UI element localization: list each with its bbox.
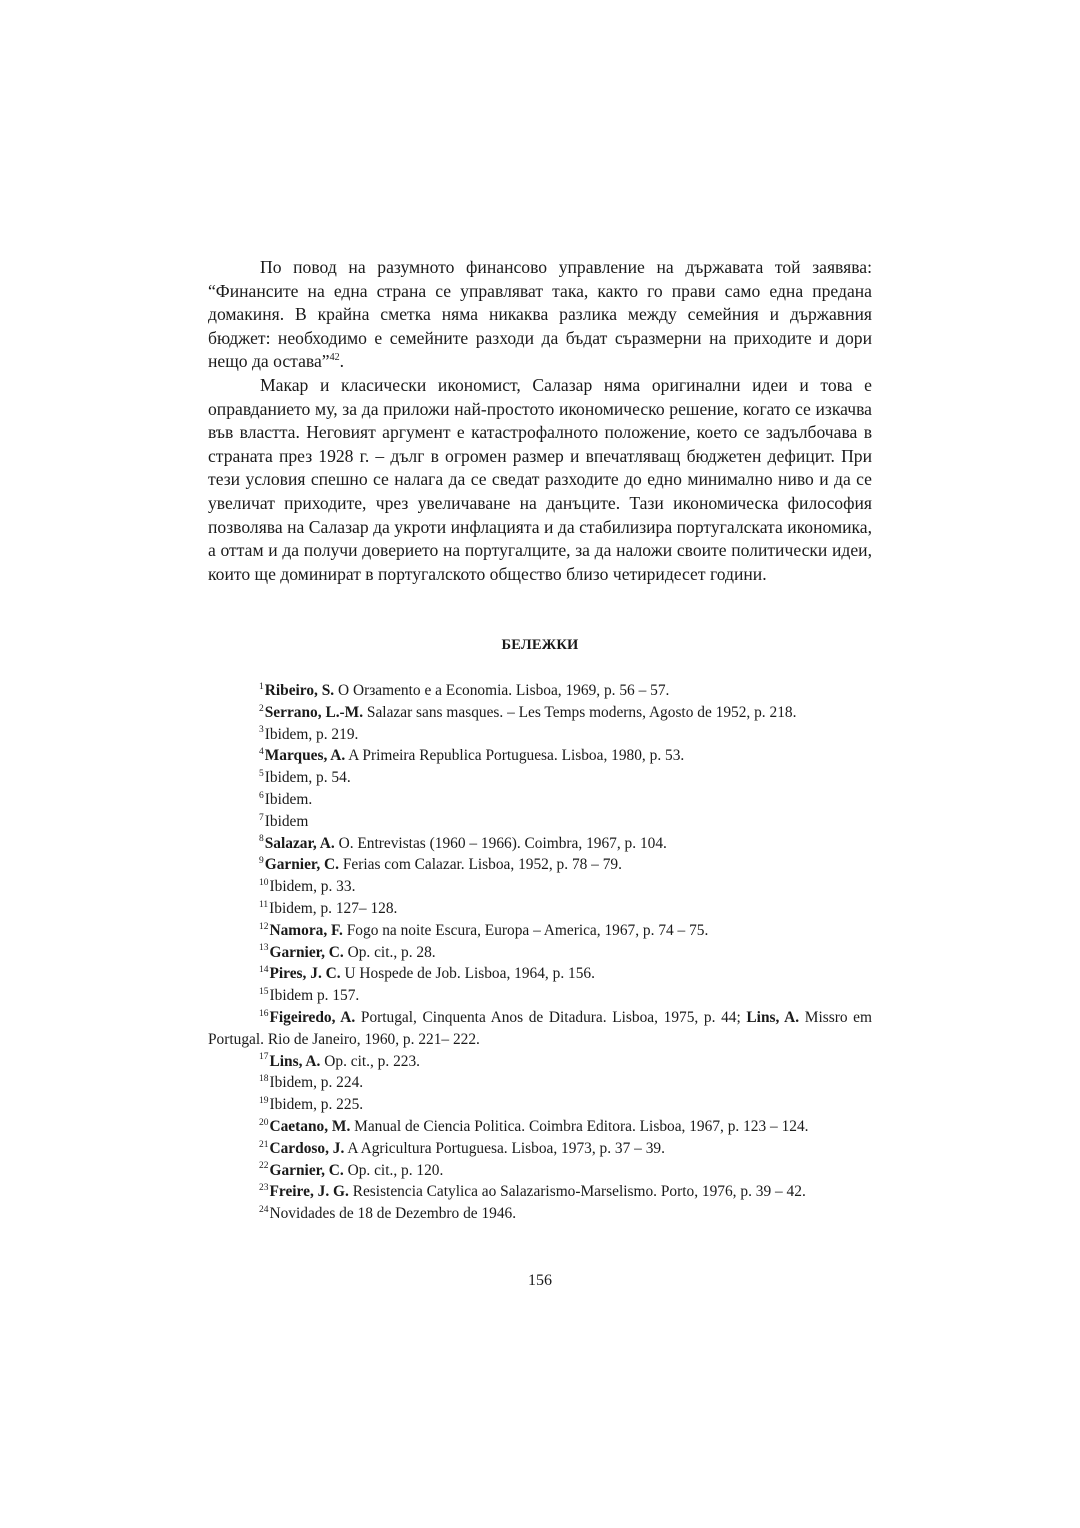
note-author: Namora, F. (269, 921, 343, 939)
note-item (208, 1094, 872, 1116)
note-author: Cardoso, J. (269, 1139, 345, 1157)
note-text: Ibidem, p. 54. (264, 769, 351, 787)
note-author: Garnier, C. (269, 1161, 344, 1179)
note-item (208, 789, 872, 811)
note-number: 21 (259, 1139, 269, 1150)
notes-list (208, 680, 872, 1225)
note-text: U Hospede de Job. Lisboa, 1964, p. 156. (340, 965, 595, 983)
note-text: Ibidem, p. 224. (269, 1074, 364, 1092)
note-author: Pires, J. C. (269, 965, 341, 983)
note-text: Ibidem. (264, 790, 313, 808)
note-author: Serrano, L.-M. (264, 703, 364, 721)
note-item (208, 898, 872, 920)
note-text: O Orзamento e a Economia. Lisboa, 1969, p. 56 – 57. (334, 682, 670, 699)
note-item (208, 702, 872, 724)
paragraph-tail: . (339, 351, 344, 372)
note-number: 22 (259, 1161, 269, 1172)
note-text: Ibidem, p. 219. (264, 725, 359, 743)
note-item (208, 1138, 872, 1160)
note-number: 17 (259, 1052, 269, 1063)
note-item (208, 1203, 872, 1225)
note-text: A Primeira Republica Portuguesa. Lisboa, 1980, p. 53. (345, 747, 685, 765)
note-text: Missro em Portugal. Rio de Janeiro, 1960, p. 221– 222. (208, 1008, 872, 1048)
note-text: Portugal, Cinquenta Anos de Ditadura. Lisboa, 1975, p. 44; (355, 1008, 747, 1026)
note-text: Ferias com Calazar. Lisboa, 1952, p. 78 – 79. (339, 856, 622, 874)
note-text: Ibidem p. 157. (269, 987, 360, 1005)
note-item (208, 942, 872, 964)
note-author: Garnier, C. (269, 943, 344, 961)
note-text: O. Entrevistas (1960 – 1966). Coimbra, 1967, p. 104. (334, 834, 667, 852)
note-item (208, 811, 872, 833)
note-number: 7 (259, 812, 264, 823)
note-number: 11 (259, 899, 269, 910)
note-number: 4 (259, 747, 264, 758)
paragraph-text: По повод на разумното финансово управление на държавата той заявява: “Финансите на една страна се управляват така, както го прави само една предана домакиня. В крайна сметка няма никаква разлика между семейния и държавния бюджет: необходимо е семейните разходи да бъдат съразмерни на приходите и дори нещо да остава” (208, 257, 872, 372)
note-number: 6 (259, 790, 264, 801)
note-text: Novidades de 18 de Dezembro de 1946. (269, 1205, 517, 1223)
page-number: 156 (528, 1272, 552, 1289)
note-number: 5 (259, 769, 264, 780)
note-item (208, 1160, 872, 1182)
note-item (208, 745, 872, 767)
note-item (208, 724, 872, 746)
note-text: A Agricultura Portuguesa. Lisboa, 1973, p. 37 – 39. (344, 1139, 665, 1157)
note-author: Caetano, M. (269, 1117, 351, 1135)
note-number: 2 (259, 703, 264, 714)
note-item (208, 1181, 872, 1203)
note-item (208, 876, 872, 898)
note-item (208, 1051, 872, 1073)
note-number: 16 (259, 1008, 269, 1019)
footnote-ref-42: 42 (329, 352, 340, 364)
note-text: Salazar sans masques. – Les Temps moderns, Agosto de 1952, p. 218. (363, 703, 797, 721)
note-number: 20 (259, 1117, 269, 1128)
note-item (208, 767, 872, 789)
note-text: Op. cit., p. 28. (343, 943, 436, 961)
note-item (208, 1116, 872, 1138)
note-text: Op. cit., p. 120. (343, 1161, 444, 1179)
note-number: 9 (259, 856, 264, 867)
note-text: Fogo na noite Escura, Europa – America, 1967, p. 74 – 75. (342, 921, 709, 939)
note-text: Ibidem (264, 812, 309, 830)
note-item (208, 985, 872, 1007)
note-number: 14 (259, 965, 269, 976)
paragraph-2: Макар и класически икономист, Салазар няма оригинални идеи и това е оправданието му, за да приложи най-простото икономическо решение, когато се изкачва във властта. Неговият аргумент е катастрофалното положение, което се задълбочава в страната през 1928 г. – дълг в огромен размер и впечатляващ бюджетен дефицит. При тези условия спешно се налага да се сведат разходите до едно минимално ниво и да се увеличат приходите, чрез увеличаване на данъците. Тази икономическа философия позволява на Салазар да укроти инфлацията и да стабилизира португалската икономика, а оттам и да получи доверието на португалците, за да наложи своите политически идеи, които ще доминират в португалското общество близо четиридесет години. (208, 374, 872, 584)
note-number: 10 (259, 878, 269, 889)
note-number: 1 (259, 681, 264, 692)
note-text: Ibidem, p. 225. (269, 1096, 364, 1114)
note-author: Lins, A. (269, 1052, 321, 1070)
note-item (208, 963, 872, 985)
note-item (208, 854, 872, 876)
note-author: Lins, A. (746, 1008, 800, 1026)
note-number: 18 (259, 1074, 269, 1085)
note-item (208, 680, 872, 702)
note-author: Marques, A. (264, 747, 346, 765)
note-number: 23 (259, 1183, 269, 1194)
note-text: Ibidem, p. 127– 128. (269, 899, 398, 917)
note-author: Salazar, A. (264, 834, 335, 852)
note-item (208, 833, 872, 855)
body-text (208, 256, 872, 586)
note-text: Manual de Ciencia Politica. Coimbra Editora. Lisboa, 1967, p. 123 – 124. (350, 1117, 809, 1135)
note-number: 24 (259, 1205, 269, 1215)
note-item (208, 920, 872, 942)
note-number: 15 (259, 987, 269, 998)
note-number: 8 (259, 834, 264, 845)
note-item (208, 1007, 872, 1051)
note-text: Ibidem, p. 33. (269, 878, 356, 896)
note-number: 13 (259, 943, 269, 954)
note-author: Freire, J. G. (269, 1183, 349, 1201)
note-item (208, 1072, 872, 1094)
paragraph-1 (208, 256, 872, 374)
note-author: Garnier, C. (264, 856, 339, 874)
note-number: 12 (259, 921, 269, 932)
note-author: Figeiredo, A. (269, 1008, 356, 1026)
note-author: Ribeiro, S. (264, 682, 335, 699)
note-text: Op. cit., p. 223. (320, 1052, 421, 1070)
note-number: 19 (259, 1096, 269, 1107)
note-number: 3 (259, 725, 264, 736)
notes-heading: БЕЛЕЖКИ (501, 637, 579, 653)
note-text: Resistencia Catylica ao Salazarismo-Marselismo. Porto, 1976, p. 39 – 42. (348, 1183, 806, 1201)
